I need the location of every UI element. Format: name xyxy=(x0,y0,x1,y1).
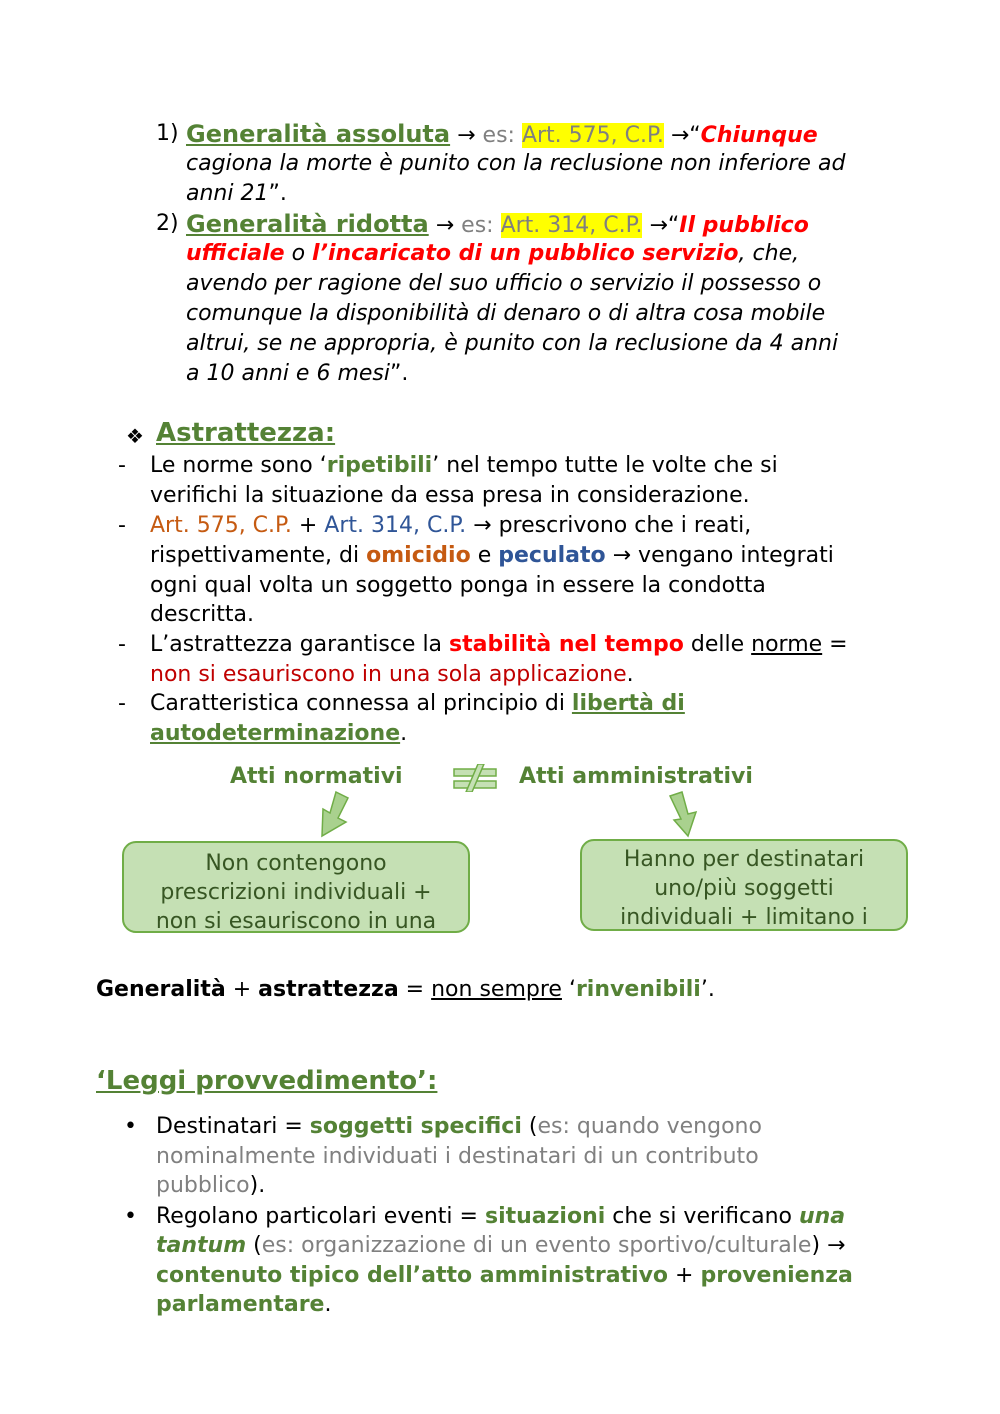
text: e xyxy=(470,543,499,568)
list-item-line xyxy=(186,119,818,151)
list-number: 1) xyxy=(156,121,179,146)
paragraph-line xyxy=(150,660,634,690)
quote-close: ”. xyxy=(268,181,287,206)
list-item-line xyxy=(156,1290,331,1320)
paragraph-line: ogni qual volta un soggetto ponga in essere la condotta xyxy=(150,573,766,598)
text: ’. xyxy=(700,977,715,1002)
paragraph-line: verifichi la situazione da essa presa in considerazione. xyxy=(150,483,750,508)
example-label: es: xyxy=(461,213,494,238)
quote-text: , che, xyxy=(738,241,800,266)
arrow-icon: → xyxy=(649,213,668,238)
heading-generalita-ridotta: Generalità ridotta xyxy=(186,210,429,238)
text: ) → xyxy=(811,1233,846,1258)
text: L’astrattezza garantisce la xyxy=(150,632,450,657)
diagram-title-left: Atti normativi xyxy=(230,764,403,789)
keyword: stabilità nel tempo xyxy=(449,632,684,657)
article-reference: Art. 575, C.P. xyxy=(150,513,292,538)
keyword: rinvenibili xyxy=(575,977,701,1002)
underlined-phrase: non sempre xyxy=(431,977,562,1002)
quote-text-end: a 10 anni e 6 mesi xyxy=(186,361,390,386)
diamond-bullet-icon: ❖ xyxy=(126,424,144,448)
text: ( xyxy=(246,1233,262,1258)
bullet-icon: • xyxy=(124,1114,137,1139)
article-reference: Art. 575, C.P. xyxy=(521,123,664,148)
text: = xyxy=(398,977,432,1002)
arrow-icon: → xyxy=(670,123,690,148)
list-item-line xyxy=(156,1171,265,1201)
keyword: ripetibili xyxy=(326,453,433,478)
text: delle xyxy=(683,632,752,657)
box-text: prescrizioni individuali + xyxy=(160,880,432,905)
arrow-icon: → xyxy=(457,123,476,148)
highlighted-word: Chiunque xyxy=(700,123,818,148)
text: Caratteristica connessa al principio di xyxy=(150,691,572,716)
text: . xyxy=(400,721,408,746)
highlighted-phrase: l’incaricato di un pubblico servizio xyxy=(312,241,739,266)
text: rispettivamente, di xyxy=(150,543,367,568)
example-text: nominalmente individuati i destinatari di un contributo xyxy=(156,1144,759,1169)
list-item-line xyxy=(156,1231,845,1261)
underlined-word: norme xyxy=(751,632,823,657)
bullet-icon: • xyxy=(124,1204,137,1229)
keyword: soggetti specifici xyxy=(309,1114,522,1139)
keyword: astrattezza xyxy=(258,977,399,1002)
highlighted-phrase: ufficiale xyxy=(186,241,285,266)
box-text: individuali + limitano i xyxy=(620,905,868,930)
quote-mark: “ xyxy=(689,123,701,148)
dash-bullet: - xyxy=(118,453,126,478)
quote-text: o xyxy=(284,241,313,266)
text: ( xyxy=(521,1114,538,1139)
dash-bullet: - xyxy=(118,513,126,538)
text: + xyxy=(668,1263,701,1288)
quote-text: comunque la disponibilità di denaro o di altra cosa mobile xyxy=(186,301,826,326)
text: Le norme sono ‘ xyxy=(150,453,327,478)
keyword: una xyxy=(798,1204,846,1229)
text: + xyxy=(225,977,259,1002)
keyword: parlamentare xyxy=(156,1292,325,1317)
text: Destinatari = xyxy=(156,1114,310,1139)
box-atti-normativi xyxy=(122,841,470,933)
paragraph-line: descritta. xyxy=(150,602,254,627)
keyword: situazioni xyxy=(484,1204,606,1229)
quote-text: altrui, se ne appropria, è punito con la reclusione da 4 anni xyxy=(186,331,839,356)
text: → prescrivono che i reati, xyxy=(466,513,752,538)
section-heading: Astrattezza: xyxy=(156,418,336,448)
section-heading: ‘Leggi provvedimento’: xyxy=(96,1066,438,1096)
list-item-line xyxy=(156,1112,762,1142)
highlighted-phrase: non si esauriscono in una sola applicazione xyxy=(150,662,627,687)
example-label: es: xyxy=(482,123,515,148)
text: Regolano particolari eventi = xyxy=(156,1204,485,1229)
arrow-down-left-icon xyxy=(314,790,356,840)
box-text: Non contengono xyxy=(205,851,387,876)
paragraph-line xyxy=(150,719,407,749)
keyword: contenuto tipico dell’atto amministrativo xyxy=(156,1263,669,1288)
text: ’ nel tempo tutte le volte che si xyxy=(432,453,778,478)
quote-text-end: anni 21 xyxy=(186,181,269,206)
keyword: provenienza xyxy=(700,1263,853,1288)
article-reference: Art. 314, C.P. xyxy=(500,213,643,238)
list-item-line xyxy=(156,1202,845,1232)
keyword: omicidio xyxy=(366,543,471,568)
box-text: non si esauriscono in una xyxy=(155,909,437,933)
paragraph-line xyxy=(150,689,685,719)
paragraph-line xyxy=(150,451,778,481)
quote-text xyxy=(186,239,799,269)
highlighted-phrase: Il pubblico xyxy=(679,213,809,238)
paragraph-line xyxy=(150,511,751,541)
example-text: es: organizzazione di un evento sportivo/culturale xyxy=(261,1233,812,1258)
box-text: uno/più soggetti xyxy=(654,876,834,901)
example-text: es: quando vengono xyxy=(537,1114,762,1139)
diagram-title-right: Atti amministrativi xyxy=(519,764,753,789)
list-number: 2) xyxy=(156,211,179,236)
quote-text xyxy=(186,179,287,209)
text: ‘ xyxy=(561,977,576,1002)
list-item-line xyxy=(156,1261,853,1291)
example-text: pubblico xyxy=(156,1173,250,1198)
text: . xyxy=(626,662,634,687)
quote-text xyxy=(186,359,408,389)
keyword: autodeterminazione xyxy=(150,721,401,746)
text: che si verificano xyxy=(605,1204,799,1229)
quote-text: cagiona la morte è punito con la reclusione non inferiore ad xyxy=(186,151,846,176)
text: = xyxy=(822,632,848,657)
text: + xyxy=(291,513,325,538)
quote-mark: “ xyxy=(667,213,680,238)
dash-bullet: - xyxy=(118,691,126,716)
text: → vengano integrati xyxy=(605,543,834,568)
keyword: libertà di xyxy=(571,691,685,716)
heading-generalita-assoluta: Generalità assoluta xyxy=(186,120,451,148)
paragraph-line xyxy=(150,541,834,571)
box-text: Hanno per destinatari xyxy=(623,847,865,872)
arrow-icon: → xyxy=(435,213,455,238)
paragraph-line xyxy=(150,630,848,660)
summary-line xyxy=(96,975,715,1005)
text: ). xyxy=(249,1173,266,1198)
keyword: tantum xyxy=(156,1233,247,1258)
article-reference: Art. 314, C.P. xyxy=(324,513,467,538)
keyword: Generalità xyxy=(96,977,226,1002)
list-item-line xyxy=(186,209,809,241)
arrow-down-right-icon xyxy=(664,790,706,840)
quote-close: ”. xyxy=(390,361,409,386)
not-equal-icon xyxy=(452,764,498,792)
box-atti-amministrativi xyxy=(580,839,908,931)
text: . xyxy=(324,1292,332,1317)
keyword: peculato xyxy=(498,543,606,568)
quote-text: avendo per ragione del suo ufficio o servizio il possesso o xyxy=(186,271,822,296)
dash-bullet: - xyxy=(118,632,126,657)
